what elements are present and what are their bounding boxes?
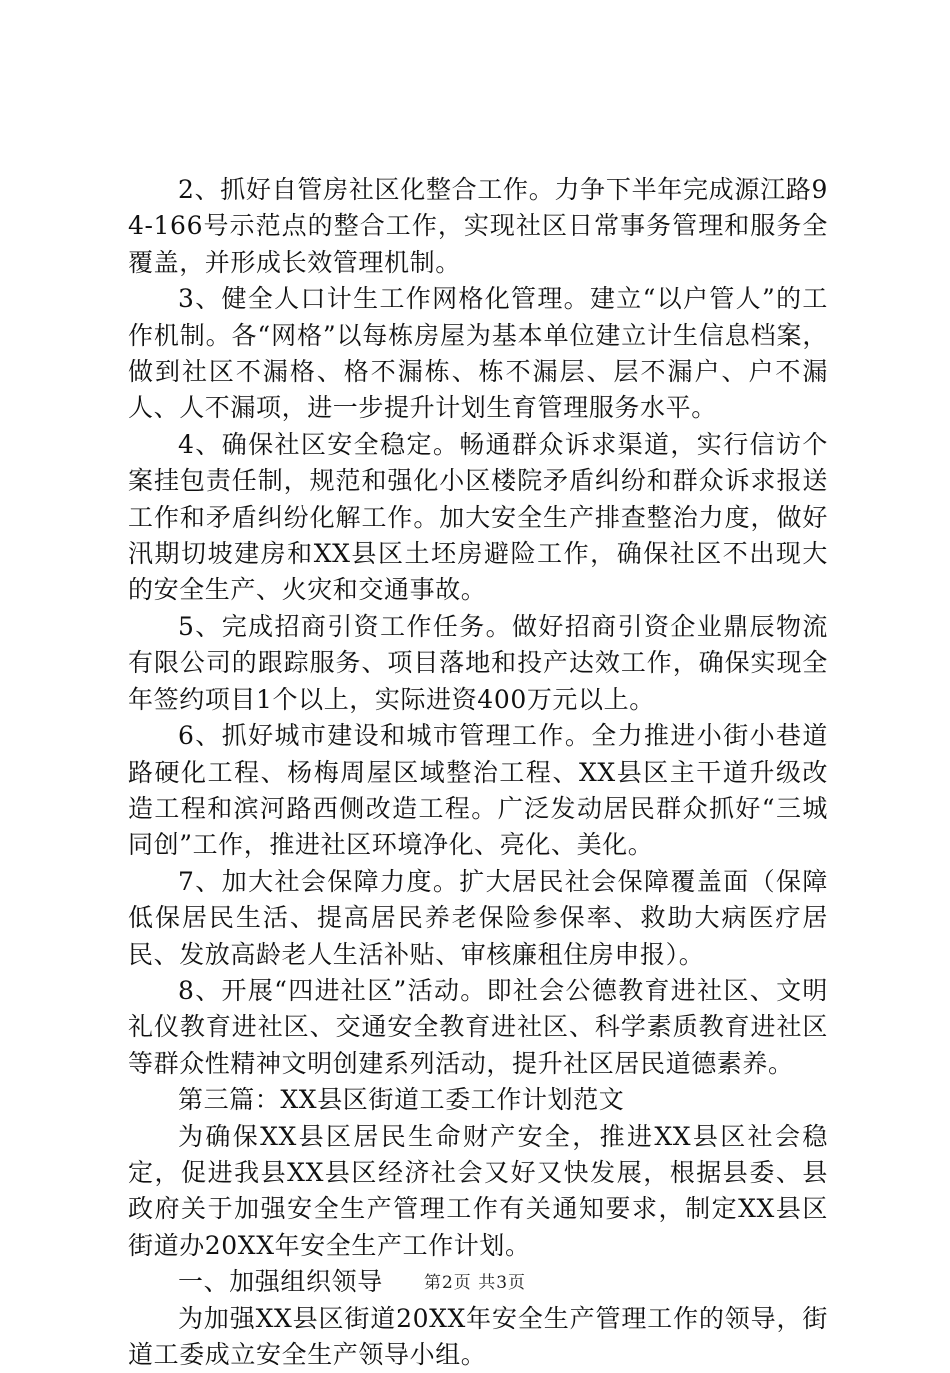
paragraph-item-6: 6、抓好城市建设和城市管理工作。全力推进小街小巷道路硬化工程、杨梅周屋区域整治工程、XX县区主干道升级改造工程和滨河路西侧改造工程。广泛发动居民群众抓好“三城同创”工作，推进社区环境净化、亮化、美化。 xyxy=(128,721,828,860)
subsection-heading: 一、加强组织领导 xyxy=(178,1267,383,1297)
paragraph-item-2: 2、抓好自管房社区化整合工作。力争下半年完成源江路94-166号示范点的整合工作，实现社区日常事务管理和服务全覆盖，并形成长效管理机制。 xyxy=(128,175,828,277)
closing-paragraph: 为加强XX县区街道20XX年安全生产管理工作的领导，街道工委成立安全生产领导小组。 xyxy=(128,1303,828,1369)
paragraph-item-5: 5、完成招商引资工作任务。做好招商引资企业鼎辰物流有限公司的跟踪服务、项目落地和投产达效工作，确保实现全年签约项目1个以上，实际进资400万元以上。 xyxy=(128,611,828,714)
paragraph-item-7: 7、加大社会保障力度。扩大居民社会保障覆盖面（保障低保居民生活、提高居民养老保险参保率、救助大病医疗居民、发放高龄老人生活补贴、审核廉租住房申报）。 xyxy=(128,866,828,969)
paragraph-item-8: 8、开展“四进社区”活动。即社会公德教育进社区、文明礼仪教育进社区、交通安全教育进社区、科学素质教育进社区等群众性精神文明创建系列活动，提升社区居民道德素养。 xyxy=(128,975,828,1078)
paragraph-item-3: 3、健全人口计生工作网格化管理。建立“以户管人”的工作机制。各“网格”以每栋房屋为基本单位建立计生信息档案，做到社区不漏格、格不漏栋、栋不漏层、层不漏户、户不漏人、人不漏项，进一步提升计划生育管理服务水平。 xyxy=(128,284,828,423)
paragraph-item-4: 4、确保社区安全稳定。畅通群众诉求渠道，实行信访个案挂包责任制，规范和强化小区楼院矛盾纠纷和群众诉求报送工作和矛盾纠纷化解工作。加大安全生产排查整治力度，做好汛期切坡建房和XX县区土坯房避险工作，确保社区不出现大的安全生产、火灾和交通事故。 xyxy=(128,429,828,605)
page-number-footer: 第2页 共3页 xyxy=(423,1273,527,1293)
document-body xyxy=(128,172,828,1373)
section-heading: 第三篇：XX县区街道工委工作计划范文 xyxy=(178,1085,625,1115)
intro-paragraph: 为确保XX县区居民生命财产安全，推进XX县区社会稳定，促进我县XX县区经济社会又好又快发展，根据县委、县政府关于加强安全生产管理工作有关通知要求，制定XX县区街道办20XX年安全生产工作计划。 xyxy=(128,1121,828,1260)
